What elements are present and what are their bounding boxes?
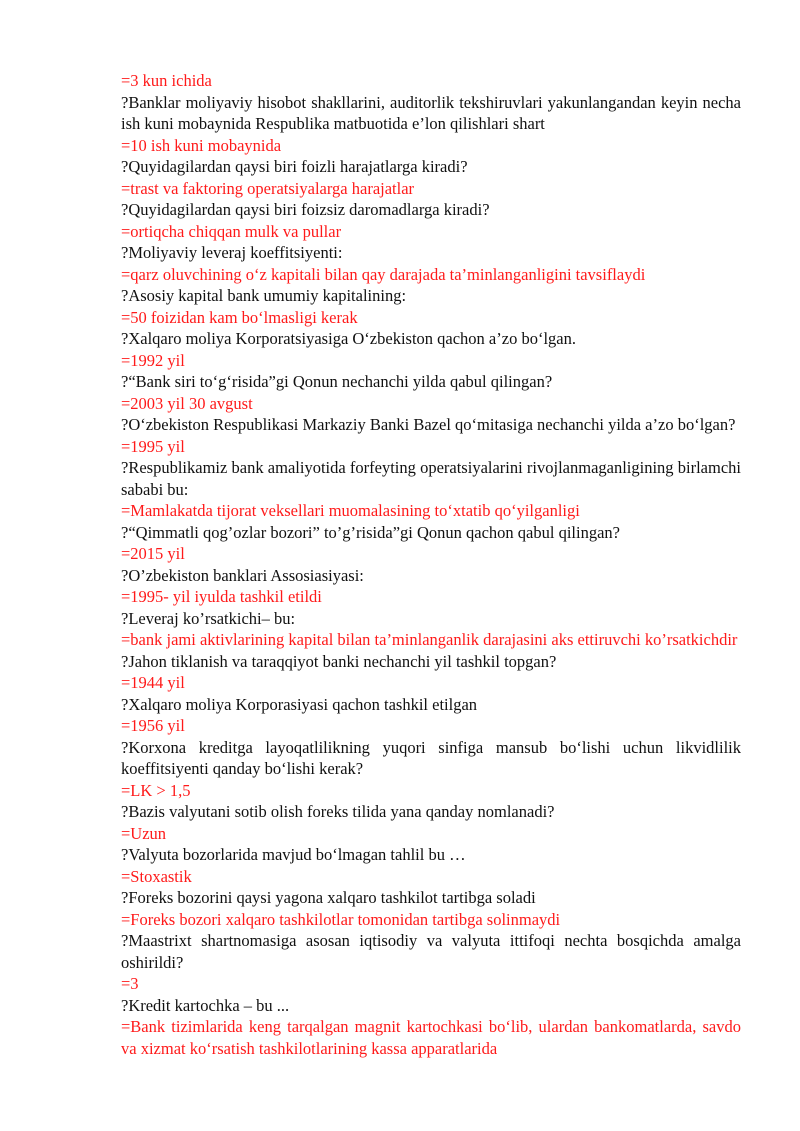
question-text: ?O’zbekiston banklari Assosiasiyasi: [121,565,364,585]
answer-text: =Mamlakatda tijorat veksellari muomalasining to‘xtatib qo‘yilganligi [121,501,580,520]
question-text: ?Maastrixt shartnomasiga asosan iqtisodiy va valyuta ittifoqi nechta bosqichda amalga oshirildi? [121,931,741,972]
answer-text: =qarz oluvchining o‘z kapitali bilan qay darajada ta’minlanganligini tavsiflaydi [121,264,646,284]
question-text: ?Xalqaro moliya Korporasiyasi qachon tashkil etilgan [121,694,478,714]
answer-text: =LK > 1,5 [121,780,191,800]
question-text: ?Valyuta bozorlarida mavjud bo‘lmagan tahlil bu … [121,845,466,864]
answer-text: =1944 yil [121,673,185,692]
answer-text: =3 [121,974,139,993]
question-text: ?Respublikamiz bank amaliyotida forfeyting operatsiyalarini rivojlanmaganligining birlamchi sababi bu: [121,458,741,499]
question-text: ?Banklar moliyaviy hisobot shakllarini, auditorlik tekshiruvlari yakunlangandan keyin necha ish kuni mobaynida Respublika matbuotida e’lon qilishlari shart [121,92,741,133]
question-text: ?Foreks bozorini qaysi yagona xalqaro tashkilot tartibga soladi [121,888,536,907]
question-text: ?Leveraj ko’rsatkichi– bu: [121,608,296,628]
question-text: ?“Bank siri to‘g‘risida”gi Qonun nechanchi yilda qabul qilingan? [121,372,553,391]
answer-text: =1992 yil [121,350,185,370]
answer-text: =ortiqcha chiqqan mulk va pullar [121,221,342,241]
document-page [121,70,741,1059]
question-text: ?“Qimmatli qog’ozlar bozori” to’g’risida”gi Qonun qachon qabul qilingan? [121,522,620,542]
question-text: ?Quyidagilardan qaysi biri foizsiz daromadlarga kiradi? [121,200,490,219]
answer-text: =Uzun [121,823,167,843]
answer-text: =trast va faktoring operatsiyalarga harajatlar [121,178,415,198]
answer-text: =bank jami aktivlarining kapital bilan ta’minlanganlik darajasini aks ettiruvchi ko’rsatkichdir [121,630,738,649]
question-text: ?Korxona kreditga layoqatlilikning yuqori sinfiga mansub bo‘lishi uchun likvidlilik koeffitsiyenti qanday bo‘lishi kerak? [121,737,741,778]
answer-text: =50 foizidan kam bo‘lmasligi kerak [121,307,358,327]
question-text: ?Xalqaro moliya Korporatsiyasiga O‘zbekiston qachon a’zo bo‘lgan. [121,329,576,348]
question-text: ?Kredit kartochka – bu ... [121,995,290,1015]
question-text: ?Moliyaviy leveraj koeffitsiyenti: [121,243,343,262]
question-text: ?Bazis valyutani sotib olish foreks tilida yana qanday nomlanadi? [121,802,555,821]
answer-text: =Stoxastik [121,866,192,886]
answer-text: =1995 yil [121,436,185,456]
answer-text: =3 kun ichida [121,71,212,90]
answer-text: =10 ish kuni mobaynida [121,135,282,155]
answer-text: =Bank tizimlarida keng tarqalgan magnit kartochkasi bo‘lib, ulardan bankomatlarda, savdo va xizmat ko‘rsatish tashkilotlarining kassa apparatlarida [121,1017,741,1058]
question-text: ?Quyidagilardan qaysi biri foizli harajatlarga kiradi? [121,157,468,176]
question-text: ?Asosiy kapital bank umumiy kapitalining: [121,286,407,305]
answer-text: =1995- yil iyulda tashkil etildi [121,587,322,606]
question-text: ?O‘zbekiston Respublikasi Markaziy Banki Bazel qo‘mitasiga nechanchi yilda a’zo bo‘lgan? [121,415,736,434]
answer-text: =1956 yil [121,716,185,735]
question-text: ?Jahon tiklanish va taraqqiyot banki nechanchi yil tashkil topgan? [121,651,557,671]
answer-text: =2003 yil 30 avgust [121,393,253,413]
answer-text: =2015 yil [121,544,185,563]
answer-text: =Foreks bozori xalqaro tashkilotlar tomonidan tartibga solinmaydi [121,909,561,929]
